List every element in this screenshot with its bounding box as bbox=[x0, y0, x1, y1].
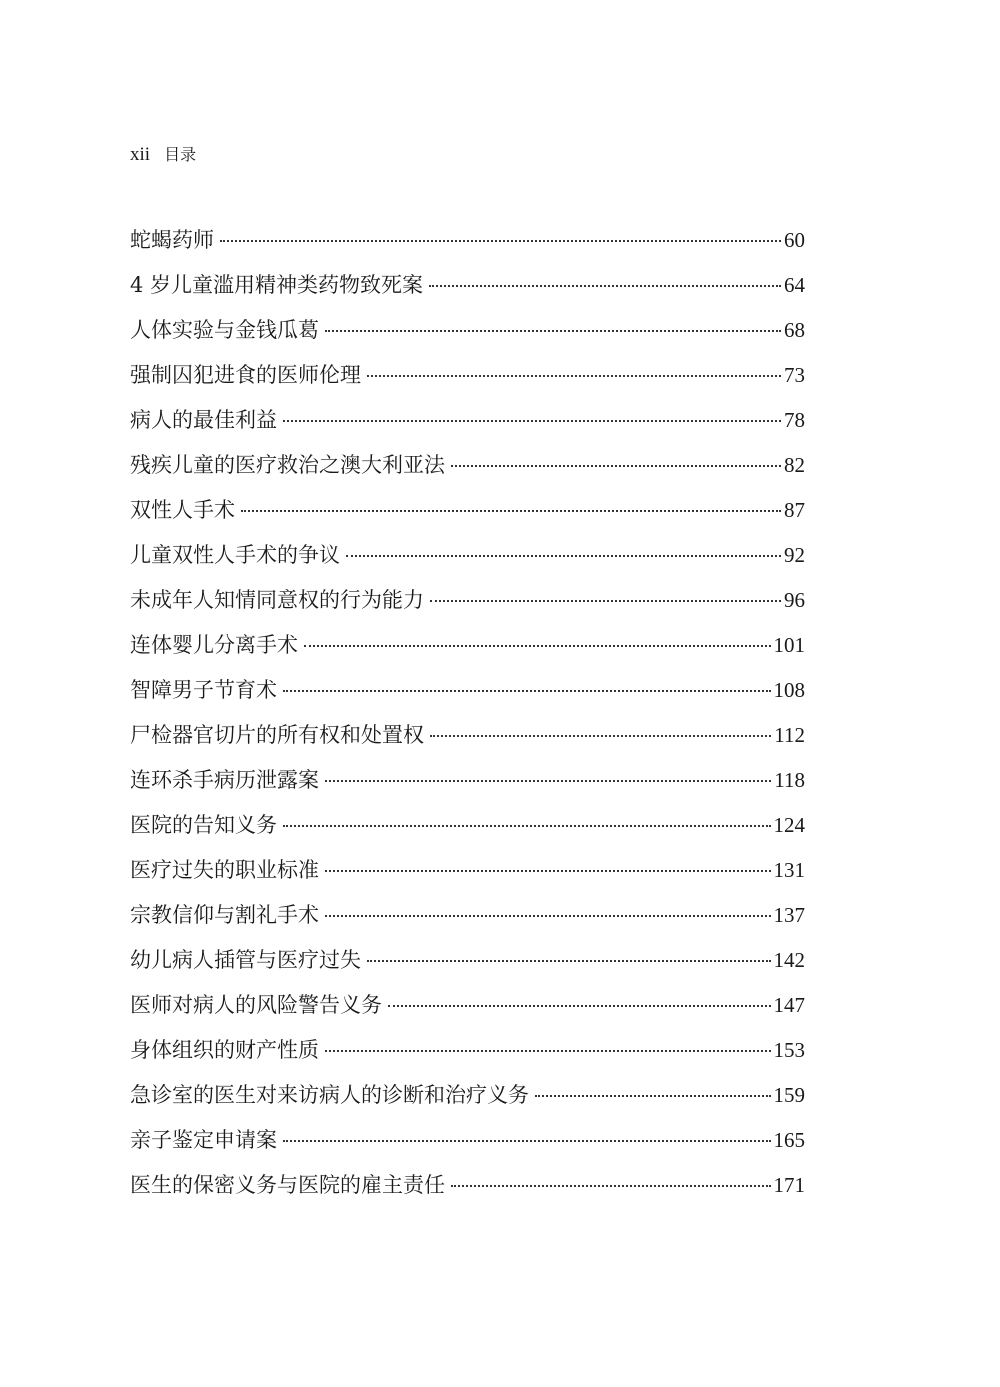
dot-leader bbox=[304, 645, 771, 647]
toc-entry[interactable] bbox=[130, 263, 805, 308]
dot-leader bbox=[283, 1140, 771, 1142]
toc-entry-title: 病人的最佳利益 bbox=[130, 408, 277, 432]
toc-entry[interactable] bbox=[130, 623, 805, 668]
toc-entry[interactable] bbox=[130, 938, 805, 983]
dot-leader bbox=[325, 780, 771, 782]
dot-leader bbox=[283, 825, 771, 827]
toc-entry-page: 108 bbox=[773, 678, 805, 702]
table-of-contents bbox=[130, 218, 805, 1208]
toc-entry-title: 急诊室的医生对来访病人的诊断和治疗义务 bbox=[130, 1083, 529, 1107]
dot-leader bbox=[451, 465, 781, 467]
toc-entry-page: 60 bbox=[784, 228, 805, 252]
toc-entry[interactable] bbox=[130, 758, 805, 803]
toc-entry[interactable] bbox=[130, 533, 805, 578]
toc-entry[interactable] bbox=[130, 308, 805, 353]
toc-entry[interactable] bbox=[130, 1163, 805, 1208]
page-folio: xii bbox=[130, 144, 151, 165]
toc-entry-title: 连环杀手病历泄露案 bbox=[130, 768, 319, 792]
toc-entry-page: 147 bbox=[773, 993, 805, 1017]
toc-entry-page: 64 bbox=[784, 273, 805, 297]
dot-leader bbox=[451, 1185, 771, 1187]
dot-leader bbox=[430, 600, 781, 602]
dot-leader bbox=[325, 870, 771, 872]
running-head bbox=[130, 144, 196, 166]
dot-leader bbox=[346, 555, 781, 557]
toc-entry[interactable] bbox=[130, 848, 805, 893]
toc-entry-page: 87 bbox=[784, 498, 805, 522]
toc-entry-title: 幼儿病人插管与医疗过失 bbox=[130, 948, 361, 972]
toc-entry-title: 4 岁儿童滥用精神类药物致死案 bbox=[130, 273, 424, 297]
toc-entry-title: 连体婴儿分离手术 bbox=[130, 633, 298, 657]
toc-entry[interactable] bbox=[130, 578, 805, 623]
toc-entry-title: 宗教信仰与割礼手术 bbox=[130, 903, 319, 927]
toc-entry-page: 68 bbox=[784, 318, 805, 342]
toc-entry[interactable] bbox=[130, 668, 805, 713]
toc-entry-title: 医院的告知义务 bbox=[130, 813, 277, 837]
dot-leader bbox=[367, 960, 771, 962]
toc-entry-page: 165 bbox=[773, 1128, 805, 1152]
toc-entry[interactable] bbox=[130, 1073, 805, 1118]
dot-leader bbox=[388, 1005, 771, 1007]
toc-entry-page: 137 bbox=[773, 903, 805, 927]
dot-leader bbox=[283, 690, 771, 692]
toc-entry-title: 人体实验与金钱瓜葛 bbox=[130, 318, 319, 342]
dot-leader bbox=[283, 420, 781, 422]
toc-entry[interactable] bbox=[130, 443, 805, 488]
toc-entry[interactable] bbox=[130, 803, 805, 848]
toc-entry-page: 96 bbox=[784, 588, 805, 612]
toc-entry-title: 尸检器官切片的所有权和处置权 bbox=[130, 723, 424, 747]
toc-entry-title: 未成年人知情同意权的行为能力 bbox=[130, 588, 424, 612]
toc-entry-page: 142 bbox=[773, 948, 805, 972]
toc-entry-page: 124 bbox=[773, 813, 805, 837]
toc-entry[interactable] bbox=[130, 218, 805, 263]
dot-leader bbox=[535, 1095, 771, 1097]
toc-entry-title: 智障男子节育术 bbox=[130, 678, 277, 702]
toc-entry-page: 171 bbox=[773, 1173, 805, 1197]
toc-entry[interactable] bbox=[130, 893, 805, 938]
toc-entry[interactable] bbox=[130, 353, 805, 398]
toc-entry-page: 92 bbox=[784, 543, 805, 567]
dot-leader bbox=[220, 240, 781, 242]
dot-leader bbox=[241, 510, 781, 512]
toc-entry-title: 医师对病人的风险警告义务 bbox=[130, 993, 382, 1017]
toc-entry-page: 118 bbox=[774, 768, 805, 792]
toc-entry-title: 儿童双性人手术的争议 bbox=[130, 543, 340, 567]
toc-entry[interactable] bbox=[130, 398, 805, 443]
toc-entry-title: 残疾儿童的医疗救治之澳大利亚法 bbox=[130, 453, 445, 477]
dot-leader bbox=[325, 1050, 771, 1052]
toc-entry-page: 82 bbox=[784, 453, 805, 477]
toc-entry[interactable] bbox=[130, 983, 805, 1028]
dot-leader bbox=[430, 735, 771, 737]
toc-entry-page: 101 bbox=[773, 633, 805, 657]
toc-entry[interactable] bbox=[130, 1118, 805, 1163]
dot-leader bbox=[429, 285, 781, 287]
toc-entry-title: 医疗过失的职业标准 bbox=[130, 858, 319, 882]
toc-entry-page: 153 bbox=[773, 1038, 805, 1062]
dot-leader bbox=[325, 915, 771, 917]
toc-entry[interactable] bbox=[130, 1028, 805, 1073]
toc-entry-title: 医生的保密义务与医院的雇主责任 bbox=[130, 1173, 445, 1197]
section-title: 目录 bbox=[164, 145, 197, 164]
toc-entry-page: 159 bbox=[773, 1083, 805, 1107]
toc-entry-title: 双性人手术 bbox=[130, 498, 235, 522]
toc-entry[interactable] bbox=[130, 488, 805, 533]
toc-entry-page: 73 bbox=[784, 363, 805, 387]
toc-entry-title: 亲子鉴定申请案 bbox=[130, 1128, 277, 1152]
toc-entry-title: 强制囚犯进食的医师伦理 bbox=[130, 363, 361, 387]
toc-entry-title: 身体组织的财产性质 bbox=[130, 1038, 319, 1062]
dot-leader bbox=[367, 375, 781, 377]
dot-leader bbox=[325, 330, 781, 332]
toc-entry[interactable] bbox=[130, 713, 805, 758]
toc-entry-page: 112 bbox=[774, 723, 805, 747]
toc-entry-page: 131 bbox=[773, 858, 805, 882]
toc-entry-title: 蛇蝎药师 bbox=[130, 228, 214, 252]
toc-entry-page: 78 bbox=[784, 408, 805, 432]
